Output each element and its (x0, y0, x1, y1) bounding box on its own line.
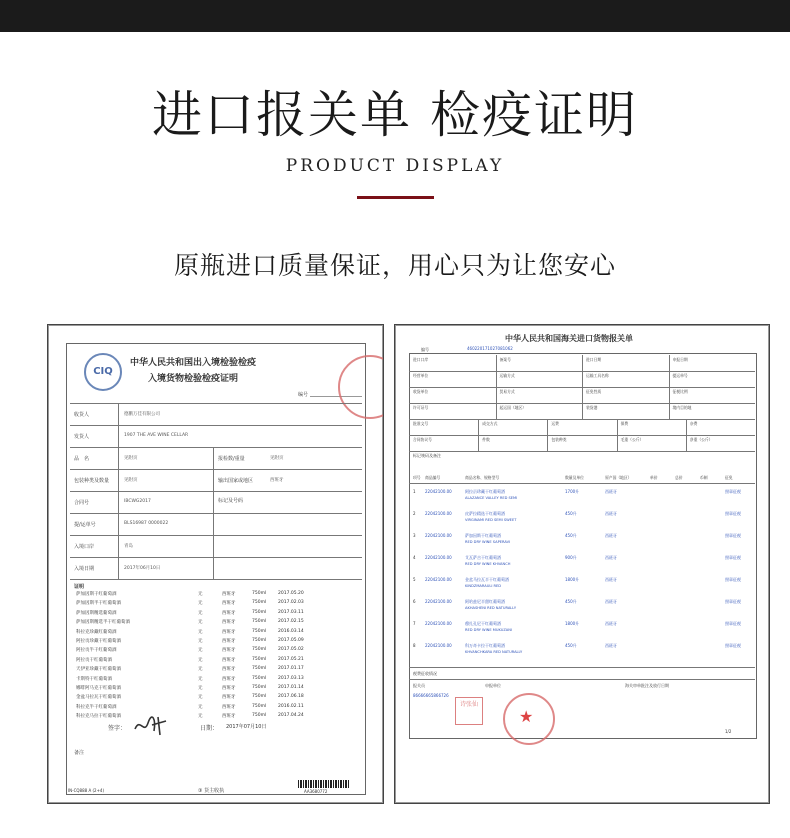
decl-goods-no: 4 (413, 555, 416, 560)
cert-item-qty: 无 (198, 620, 203, 626)
cert-item-date: 2017.05.09 (278, 638, 304, 643)
cert-item-name: 萨加因斯半干红葡萄酒 (76, 601, 121, 607)
decl-goods-spec: ALAZANCE VALLEY RED SEMI (465, 496, 518, 500)
decl-field-label: 成交方式 (482, 421, 498, 426)
cert-item-date: 2017.01.14 (278, 685, 304, 690)
decl-rule (686, 435, 687, 451)
decl-goods-header: 总价 (675, 475, 683, 480)
cert-title-line1: 中华人民共和国出入境检验检疫 (130, 358, 257, 368)
cert-item-pack: 750ml (252, 609, 267, 615)
cert-rule (70, 579, 362, 580)
decl-field-label: 进口日期 (586, 357, 602, 362)
decl-goods-spec: AKHASHENI RED NATURALLY (465, 606, 517, 610)
decl-field-label: 起运国（地区） (499, 405, 527, 410)
cert-item-date: 2017.05.21 (278, 656, 304, 662)
decl-goods-code: 22042100.00 (425, 621, 452, 626)
decl-rule (496, 371, 497, 387)
cert-item-origin: 西班牙 (222, 714, 236, 720)
cert-field-value: 青岛 (124, 544, 133, 549)
decl-rule (617, 435, 618, 451)
cert-field-label: 入境口岸 (74, 544, 95, 550)
cert-rule (70, 447, 362, 448)
cert-marks-label: 标记及号码 (218, 498, 244, 504)
cert-item-pack: 750ml (252, 675, 267, 681)
decl-goods-name: 艾瓦萨吉干红葡萄酒 (465, 555, 501, 560)
cert-item-origin: 西班牙 (222, 610, 236, 616)
decl-field-label: 运输方式 (499, 373, 515, 378)
decl-goods-qty: 450升 (565, 511, 577, 516)
accent-divider (357, 196, 434, 199)
decl-goods-no: 5 (413, 577, 416, 582)
cert-rule (70, 513, 362, 514)
decl-number-label: 编号 (421, 347, 429, 352)
cert-rule (70, 557, 362, 558)
decl-rule (582, 371, 583, 387)
decl-goods-qty: 450升 (565, 533, 577, 538)
decl-goods-no: 2 (413, 511, 416, 516)
decl-goods-tax: 照章征税 (725, 643, 741, 648)
decl-goods-qty: 1700升 (565, 489, 580, 494)
cert-field-value: 见附页 (124, 456, 138, 461)
cert-field-value: 1907 THE AVE WINE CELLAR (124, 433, 189, 438)
decl-goods-country: 西班牙 (605, 599, 617, 604)
decl-goods-country: 西班牙 (605, 643, 617, 648)
decl-goods-header: 征免 (725, 475, 733, 480)
decl-page: 1/2 (725, 729, 732, 734)
cert-field-value: IBCWG2017 (124, 499, 151, 504)
cert-item-name: 科拉克马拉干红葡萄酒 (76, 714, 121, 720)
cert-item-date: 2017.06.18 (278, 694, 304, 700)
decl-goods-qty: 900升 (565, 555, 577, 560)
decl-rule (582, 387, 583, 403)
cert-item-origin: 西班牙 (222, 704, 236, 710)
decl-field-label: 运输工具名称 (586, 373, 609, 378)
decl-goods-country: 西班牙 (605, 555, 617, 560)
cert-item-pack: 750ml (252, 703, 267, 709)
decl-rule (617, 419, 618, 435)
cert-item-qty: 无 (198, 695, 203, 701)
cert-item-name: 阿拉贡干红葡萄酒 (76, 657, 112, 663)
decl-goods-no: 6 (413, 599, 416, 604)
cert-item-date: 2017.03.13 (278, 675, 304, 681)
cert-field-label: 入境日期 (74, 566, 95, 572)
decl-field-label: 净重（公斤） (689, 437, 713, 442)
decl-goods-code: 22042100.00 (425, 533, 452, 538)
cert-field-value: 见附页 (124, 478, 138, 483)
cert-item-qty: 无 (198, 648, 203, 654)
decl-field-label: 合同协议号 (413, 437, 432, 442)
cert-section-label: 证明 (74, 584, 85, 590)
cert-item-origin: 西班牙 (222, 620, 236, 626)
inspection-certificate-image (47, 324, 384, 804)
cert-item-qty: 无 (198, 714, 203, 720)
decl-field-label: 包装种类 (551, 437, 567, 442)
decl-rule (496, 403, 497, 419)
cert-date-label: 日期： (200, 725, 219, 732)
decl-marks-label: 标记唛码及备注 (413, 453, 441, 458)
decl-goods-spec: VIRGINAMI RED SEMI SWEET (465, 518, 517, 522)
decl-goods-qty: 1800升 (565, 621, 580, 626)
decl-goods-tax: 照章征税 (725, 533, 741, 538)
decl-rule (669, 371, 670, 387)
decl-goods-code: 22042100.00 (425, 555, 452, 560)
cert-item-name: 科拉克珍藏红葡萄酒 (76, 629, 117, 635)
decl-field-label: 境内目的地 (672, 405, 692, 410)
decl-title: 中华人民共和国海关进口货物报关单 (505, 334, 633, 343)
decl-goods-name: 穆扎孔尼干红葡萄酒 (465, 621, 501, 626)
cert-item-origin: 西班牙 (222, 629, 236, 635)
cert-item-date: 2017.03.11 (278, 609, 304, 615)
tagline: 原瓶进口质量保证，用心只为让您安心 (173, 251, 616, 280)
decl-goods-name: 阿哈兹尼半甜红葡萄酒 (465, 599, 505, 604)
cert-item-date: 2017.02.03 (278, 600, 304, 606)
cert-item-pack: 750ml (252, 666, 267, 672)
decl-rule (496, 355, 497, 371)
cert-item-qty: 无 (198, 629, 203, 635)
decl-field-label: 装货港 (586, 405, 598, 410)
decl-unit-label: 申报单位 (485, 683, 501, 688)
customs-declaration-image (394, 324, 770, 804)
cert-field-label: 收货人 (74, 412, 90, 418)
cert-item-pack: 750ml (252, 619, 267, 625)
decl-goods-name: 科万奇卡拉干红葡萄酒 (465, 643, 505, 648)
decl-field-label: 许可证号 (413, 405, 429, 410)
cert-field-label: 品 名 (74, 456, 90, 462)
cert-date-value: 2017年07月10日 (226, 724, 267, 730)
cert-field-label: 合同号 (74, 500, 90, 506)
cert-footer-center: ③ 货主收执 (198, 788, 225, 794)
decl-field-label: 运费 (551, 421, 559, 426)
decl-field-label: 申报日期 (672, 357, 688, 362)
decl-rule (547, 435, 548, 451)
decl-goods-country: 西班牙 (605, 511, 617, 516)
cert-item-pack: 750ml (252, 600, 267, 606)
decl-rule (582, 403, 583, 419)
cert-item-pack: 750ml (252, 591, 267, 596)
cert-item-qty: 无 (198, 610, 203, 616)
cert-item-origin: 西班牙 (222, 686, 236, 691)
cert-item-date: 2017.05.20 (278, 591, 304, 596)
decl-goods-header: 项号 (413, 475, 421, 480)
decl-goods-header: 商品编号 (425, 475, 441, 480)
decl-goods-spec: KHVANCHKARA RED NATURALLY (465, 650, 523, 654)
cert-item-origin: 西班牙 (222, 695, 236, 701)
decl-goods-code: 22042100.00 (425, 643, 452, 648)
decl-rule (478, 435, 479, 451)
cert-item-name: 阿拉贡珍藏干红葡萄酒 (76, 639, 121, 644)
decl-field-label: 件数 (482, 437, 490, 442)
cert-item-origin: 西班牙 (222, 657, 236, 663)
cert-item-date: 2016.02.11 (278, 703, 304, 709)
cert-field-value: BLS16987 0000022 (124, 521, 169, 526)
cert-item-origin: 西班牙 (222, 639, 236, 644)
decl-goods-qty: 1800升 (565, 577, 580, 582)
cert-item-origin: 西班牙 (222, 601, 236, 607)
decl-field-label: 进口口岸 (413, 357, 429, 362)
decl-goods-qty: 450升 (565, 643, 577, 648)
decl-rule (409, 679, 755, 680)
cert-item-origin: 西班牙 (222, 592, 236, 597)
cert-note-label: 备注 (74, 750, 85, 756)
cert-item-pack: 750ml (252, 713, 267, 719)
decl-goods-spec: KINDZMARAULI RED (465, 584, 502, 588)
decl-goods-header: 单价 (650, 475, 658, 480)
cert-item-name: 萨加因斯干红葡萄酒 (76, 592, 117, 597)
decl-field-label: 收货单位 (413, 389, 429, 394)
decl-goods-name: 金盆马拉瓦半干红葡萄酒 (465, 577, 509, 582)
decl-goods-spec: RED DRY WINE MUKUZANI (465, 628, 512, 632)
signature-mark (132, 715, 172, 737)
cert-item-pack: 750ml (252, 656, 267, 662)
decl-goods-name: 皮萨拉精选干红葡萄酒 (465, 511, 505, 516)
cert-item-qty: 无 (198, 686, 203, 691)
decl-goods-tax: 照章征税 (725, 511, 741, 516)
cert-item-date: 2017.05.02 (278, 647, 304, 653)
decl-field-label: 征免性质 (586, 389, 602, 394)
star-icon: ★ (519, 707, 534, 726)
cert-rule (70, 425, 362, 426)
decl-rule (547, 419, 548, 435)
cert-number-label: 编号 (298, 392, 309, 398)
cert-rule (213, 447, 214, 579)
decl-rule (669, 387, 670, 403)
cert-item-date: 2017.04.24 (278, 713, 304, 719)
decl-rule (409, 419, 755, 420)
cert-footer-code: AA3680772 (304, 789, 328, 794)
cert-rule (70, 403, 362, 404)
decl-number-value: 460220171027081062 (467, 346, 513, 351)
cert-rule (118, 403, 119, 579)
cert-item-name: 天伊亚珍藏干红葡萄酒 (76, 667, 121, 673)
decl-goods-header: 币制 (700, 475, 708, 480)
decl-goods-country: 西班牙 (605, 621, 617, 626)
decl-customs-label: 海关审单批注及放行日期 (625, 683, 669, 688)
decl-goods-qty: 450升 (565, 599, 577, 604)
declaration-form-border (409, 353, 757, 739)
decl-rule (409, 483, 755, 484)
decl-goods-no: 3 (413, 533, 416, 538)
decl-goods-code: 22042100.00 (425, 511, 452, 516)
decl-goods-code: 22042100.00 (425, 577, 452, 582)
cert-item-qty: 无 (198, 676, 203, 682)
cert-item-pack: 750ml (252, 694, 267, 700)
cert-title-line2: 入境货物检验检疫证明 (148, 374, 239, 384)
cert-field-value: 德鹏万佳有限公司 (124, 412, 160, 417)
cert-item-name: 金盆马拉瓦干红葡萄酒 (76, 695, 121, 701)
cert-field-label: 提/运单号 (74, 522, 96, 528)
decl-rule (409, 451, 755, 452)
cert-item-qty: 无 (198, 639, 203, 644)
cert-footer-left: IN-CQ888 A (2+4) (68, 788, 105, 793)
decl-goods-spec: RED DRY WINE SAPERAVI (465, 540, 511, 544)
decl-rule (669, 355, 670, 371)
cert-field-label: 发货人 (74, 434, 90, 440)
cert-field-value: 见附页 (270, 456, 284, 461)
cert-sign-label: 签字： (108, 725, 127, 732)
decl-rule (582, 355, 583, 371)
decl-goods-code: 22042100.00 (425, 489, 452, 494)
decl-field-label: 备案号 (499, 357, 511, 362)
cert-item-qty: 无 (198, 704, 203, 710)
cert-item-qty: 无 (198, 592, 203, 597)
decl-goods-no: 7 (413, 621, 416, 626)
decl-goods-spec: RED DRY WINE KHVANCH (465, 562, 511, 566)
decl-field-label: 批准文号 (413, 421, 429, 426)
cert-item-name: 萨加因斯精选半干红葡萄酒 (76, 620, 130, 626)
cert-field-label: 报检数/重量 (218, 456, 245, 462)
cert-rule (70, 535, 362, 536)
decl-rule (496, 387, 497, 403)
cert-item-origin: 西班牙 (222, 648, 236, 654)
page-subtitle: PRODUCT DISPLAY (285, 156, 505, 176)
decl-field-label: 毛重（公斤） (620, 437, 644, 442)
page-title: 进口报关单 检疫证明 (152, 86, 638, 144)
barcode-icon (298, 780, 350, 788)
decl-field-label: 杂费 (689, 421, 698, 426)
decl-field-label: 保费 (620, 421, 629, 426)
cert-item-pack: 750ml (252, 685, 267, 690)
cert-item-qty: 无 (198, 657, 203, 663)
decl-goods-name: 萨加因斯干红葡萄酒 (465, 533, 501, 538)
decl-declarant-code: 86666665866726 (413, 693, 449, 698)
decl-goods-country: 西班牙 (605, 533, 617, 538)
decl-rule (686, 419, 687, 435)
cert-item-date: 2017.02.15 (278, 619, 304, 625)
decl-goods-tax: 照章征税 (725, 621, 741, 626)
decl-field-label: 贸易方式 (499, 389, 515, 394)
decl-goods-country: 西班牙 (605, 489, 617, 494)
cert-field-label: 输出国家或地区 (218, 478, 254, 484)
decl-goods-tax: 照章征税 (725, 555, 741, 560)
cert-item-name: 阿拉贡半干红葡萄酒 (76, 648, 117, 654)
cert-item-name: 卡斯特干红葡萄酒 (76, 676, 112, 682)
cert-item-name: 娜啡阿马克干红葡萄酒 (76, 686, 121, 691)
decl-goods-no: 8 (413, 643, 416, 648)
decl-goods-name: 阿拉贡珍藏干红葡萄酒 (465, 489, 505, 494)
decl-goods-header: 商品名称、规格型号 (465, 475, 500, 480)
declarant-seal: 诗张仙 (455, 697, 483, 725)
cert-item-pack: 750ml (252, 647, 267, 653)
decl-rule (409, 667, 755, 668)
decl-rule (669, 403, 670, 419)
cert-item-name: 萨加因斯精选葡萄酒 (76, 610, 117, 616)
decl-goods-tax: 照章征税 (725, 599, 741, 604)
cert-item-origin: 西班牙 (222, 676, 236, 682)
decl-rule (478, 419, 479, 435)
cert-rule (70, 491, 362, 492)
decl-goods-country: 西班牙 (605, 577, 617, 582)
cert-item-qty: 无 (198, 667, 203, 673)
decl-field-label: 提运单号 (672, 373, 688, 378)
decl-field-label: 经营单位 (413, 373, 429, 378)
decl-rule (409, 435, 755, 436)
decl-field-label: 征税比例 (672, 389, 688, 394)
decl-fee-label: 税费征收情况 (413, 671, 437, 676)
decl-goods-header: 数量及单位 (565, 475, 584, 480)
decl-declarant-label: 报关员 (413, 683, 425, 688)
decl-goods-tax: 照章征税 (725, 489, 741, 494)
cert-rule (70, 469, 362, 470)
cert-item-qty: 无 (198, 601, 203, 607)
cert-field-value: 西班牙 (270, 478, 284, 483)
decl-goods-header: 原产国（地区） (605, 475, 632, 480)
decl-goods-no: 1 (413, 489, 416, 494)
cert-field-value: 2017年06月10日 (124, 566, 161, 571)
cert-item-date: 2016.03.14 (278, 628, 304, 634)
ciq-logo-icon: CIQ (84, 353, 122, 391)
decl-goods-tax: 照章征税 (725, 577, 741, 582)
cert-item-name: 科拉克半干红葡萄酒 (76, 704, 117, 710)
top-bar (0, 0, 790, 32)
cert-field-label: 包装种类及数量 (74, 478, 110, 484)
cert-item-pack: 750ml (252, 638, 267, 643)
decl-goods-code: 22042100.00 (425, 599, 452, 604)
cert-item-pack: 750ml (252, 628, 267, 634)
cert-item-origin: 西班牙 (222, 667, 236, 673)
cert-item-date: 2017.01.17 (278, 666, 304, 672)
